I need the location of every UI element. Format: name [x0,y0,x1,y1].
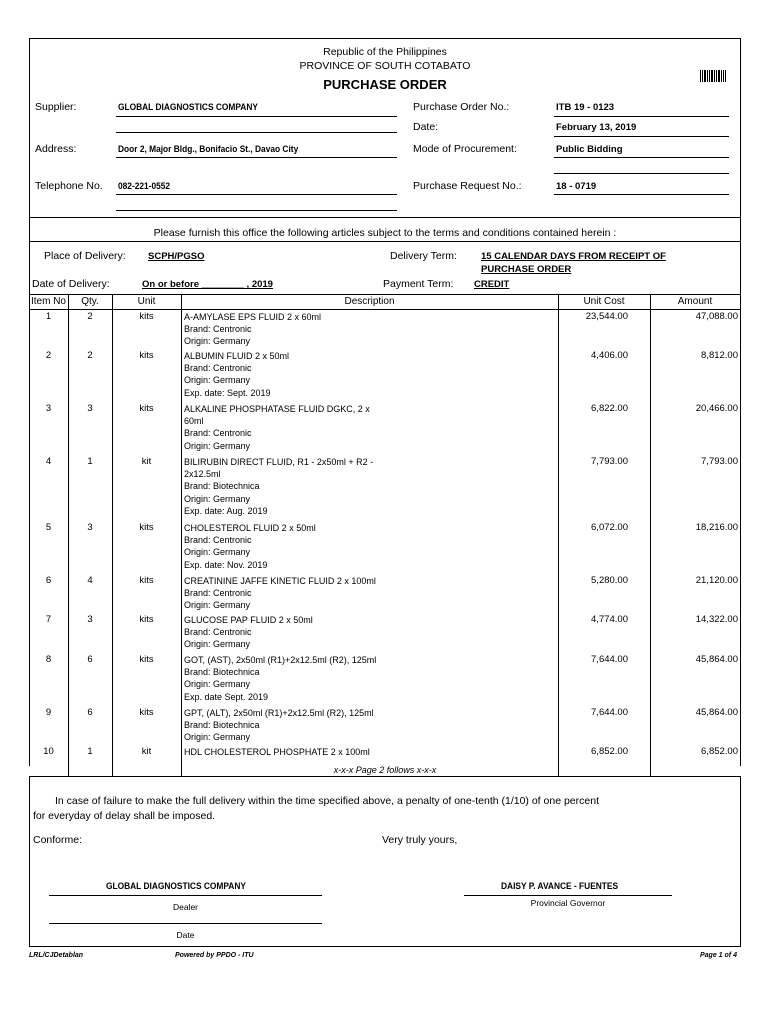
description-line: Origin: Germany [184,375,251,386]
box-bottom [29,946,741,947]
description-line: Origin: Germany [184,493,251,504]
address-value: Door 2, Major Bldg., Bonifacio St., Davao City [118,144,299,155]
delivery-term-label: Delivery Term: [390,250,457,262]
description-line: Brand: Centronic [184,627,252,638]
penalty-line-1: In case of failure to make the full delivery within the time specified above, a penalty of one-tenth (1/10) of one percent [55,795,599,807]
description-line: GLUCOSE PAP FLUID 2 x 50ml [184,615,313,625]
description-line: Brand: Biotechnica [184,720,260,731]
unit-cost-cell: 23,544.00 [585,311,628,322]
description-line: ALKALINE PHOSPHATASE FLUID DGKC, 2 x [184,404,370,414]
republic-text: Republic of the Philippines [323,46,447,58]
unit-cell: kit [141,456,152,467]
supplier-label: Supplier: [35,101,77,113]
description-line: Exp. date: Nov. 2019 [184,559,268,570]
col-header-unit-cost: Unit Cost [583,296,625,307]
qty-cell: 6 [87,707,93,718]
description-line: CHOLESTEROL FLUID 2 x 50ml [184,523,316,533]
box-top [29,776,741,777]
amount-cell: 18,216.00 [695,522,738,533]
qty-cell: 1 [87,456,93,467]
amount-cell: 45,864.00 [695,707,738,718]
box-left [29,776,30,946]
place-value: SCPH/PGSO [148,251,205,262]
address-underline [116,157,397,158]
unit-cost-cell: 5,280.00 [591,575,628,586]
unit-cell: kit [141,746,152,757]
amount-cell: 20,466.00 [695,403,738,414]
unit-cost-cell: 6,852.00 [591,746,628,757]
governor-signature-line [464,895,672,896]
date-signature-line [49,923,322,924]
unit-cell: kits [139,311,154,322]
description-line: HDL CHOLESTEROL PHOSPHATE 2 x 100ml [184,747,370,757]
qty-cell: 6 [87,654,93,665]
description-line: A-AMYLASE EPS FLUID 2 x 60ml [184,312,322,322]
pr-underline [554,194,729,195]
unit-cost-cell: 7,644.00 [591,654,628,665]
item-no-cell: 5 [45,522,52,533]
description-line: Exp. date Sept. 2019 [184,691,269,702]
penalty-line-2: for everyday of delay shall be imposed. [33,810,216,822]
item-no-cell: 8 [45,654,52,665]
unit-cost-cell: 4,406.00 [591,350,628,361]
col-header-amount: Amount [677,296,713,307]
item-no-cell: 3 [45,403,52,414]
mode-label: Mode of Procurement: [413,143,517,155]
date-label: Date: [413,121,439,133]
item-no-cell: 2 [45,350,52,361]
qty-cell: 3 [87,522,93,533]
description-line: Origin: Germany [184,679,251,690]
unit-cell: kits [139,614,154,625]
description-cell [184,456,399,517]
description-line: Origin: Germany [184,639,251,650]
date-field-label: Date [176,930,195,940]
instruction-text: Please furnish this office the following articles subject to the terms and conditions contained herein : [153,227,617,239]
payment-term-label: Payment Term: [383,278,454,290]
amount-cell: 8,812.00 [701,350,738,361]
unit-cell: kits [139,654,154,665]
unit-cell: kits [139,575,154,586]
col-divider-4 [558,294,559,776]
qty-cell: 3 [87,403,93,414]
phone-underline-2 [116,210,397,211]
date-value: February 13, 2019 [556,122,637,133]
supplier-underline [116,116,397,117]
description-line: Brand: Centronic [184,535,252,546]
phone-underline [116,194,397,195]
frame-top [29,38,741,39]
qty-cell: 4 [87,575,93,586]
item-no-cell: 4 [45,456,52,467]
governor-name: DAISY P. AVANCE - FUENTES [501,881,619,892]
item-no-cell: 9 [45,707,52,718]
unit-cost-cell: 7,644.00 [591,707,628,718]
description-cell [184,403,399,452]
unit-cost-cell: 6,822.00 [591,403,628,414]
description-line: GPT, (ALT), 2x50ml (R1)+2x12.5ml (R2), 125ml [184,708,374,718]
section-divider [29,217,741,218]
description-line: ALBUMIN FLUID 2 x 50ml [184,351,290,361]
description-cell [184,654,399,703]
description-cell [184,311,399,348]
delivery-term-line2: PURCHASE ORDER [481,264,572,275]
col-header-description: Description [344,296,395,307]
po-underline [554,116,729,117]
footer-center: Powered by PPDO - ITU [175,952,254,959]
phone-label: Telephone No. [35,180,103,192]
dealer-name: GLOBAL DIAGNOSTICS COMPANY [105,881,246,892]
description-line: Exp. date: Sept. 2019 [184,387,271,398]
amount-cell: 14,322.00 [695,614,738,625]
continuation-note: x-x-x Page 2 follows x-x-x [333,765,437,775]
description-line: Brand: Centronic [184,428,252,439]
description-line: GOT, (AST), 2x50ml (R1)+2x12.5ml (R2), 125ml [184,655,377,665]
po-value: ITB 19 - 0123 [556,102,615,113]
description-line: Brand: Centronic [184,324,252,335]
amount-cell: 6,852.00 [701,746,738,757]
qty-cell: 2 [87,350,93,361]
amount-cell: 21,120.00 [695,575,738,586]
description-cell [184,522,399,571]
description-line: BILIRUBIN DIRECT FLUID, R1 - 2x50ml + R2 - [184,457,374,467]
box-right [740,776,741,946]
description-line: Brand: Centronic [184,363,252,374]
place-label: Place of Delivery: [44,250,126,262]
po-label: Purchase Order No.: [413,101,510,113]
item-no-cell: 10 [43,746,54,757]
description-line: 60ml [184,416,204,427]
description-line: 2x12.5ml [184,469,221,480]
mode-underline [554,157,729,158]
col-divider-5 [650,294,651,776]
province-text: PROVINCE OF SOUTH COTABATO [299,60,471,72]
item-no-cell: 7 [45,614,52,625]
dealer-signature-line [49,895,322,896]
frame-right [740,38,741,766]
description-cell [184,746,399,758]
table-top-line [29,294,741,295]
description-cell [184,614,399,651]
delivery-date-label: Date of Delivery: [32,278,110,290]
address-label: Address: [35,143,77,155]
qty-cell: 1 [87,746,93,757]
supplier-value: GLOBAL DIAGNOSTICS COMPANY [118,102,258,113]
amount-cell: 45,864.00 [695,654,738,665]
col-header-unit: Unit [137,296,156,307]
unit-cost-cell: 4,774.00 [591,614,628,625]
col-header-qty: Qty. [81,296,99,307]
footer-left: LRL/CJDetablan [29,952,84,959]
pr-label: Purchase Request No.: [413,180,522,192]
date-underline [554,136,729,137]
col-divider-1 [68,294,69,776]
governor-title: Provincial Governor [530,898,606,908]
description-line: Origin: Germany [184,547,251,558]
instruction-divider [29,241,741,242]
description-line: Origin: Germany [184,440,251,451]
delivery-date-value: On or before ________ , 2019 [142,279,273,290]
barcode-icon [700,70,726,82]
unit-cell: kits [139,403,154,414]
unit-cost-cell: 7,793.00 [591,456,628,467]
pr-value: 18 - 0719 [556,181,597,192]
phone-value: 082-221-0552 [118,181,171,192]
col-divider-2 [112,294,113,776]
qty-cell: 2 [87,311,93,322]
conforme-label: Conforme: [33,834,83,846]
item-no-cell: 6 [45,575,52,586]
amount-cell: 7,793.00 [701,456,738,467]
amount-cell: 47,088.00 [695,311,738,322]
supplier-underline-2 [116,132,397,133]
delivery-term-line1: 15 CALENDAR DAYS FROM RECEIPT OF [481,251,666,262]
payment-term-value: CREDIT [474,279,510,290]
unit-cost-cell: 6,072.00 [591,522,628,533]
page-title: PURCHASE ORDER [323,77,447,92]
description-line: Origin: Germany [184,600,251,611]
unit-cell: kits [139,707,154,718]
description-cell [184,350,399,399]
closing-text: Very truly yours, [382,834,458,846]
description-cell [184,575,399,612]
unit-cell: kits [139,350,154,361]
description-line: Brand: Biotechnica [184,667,260,678]
col-header-item: Item No [30,296,66,307]
footer-right: Page 1 of 4 [700,952,737,959]
description-line: Brand: Biotechnica [184,481,260,492]
mode-underline-2 [554,173,729,174]
description-line: Origin: Germany [184,336,251,347]
description-line: Exp. date: Aug. 2019 [184,505,268,516]
qty-cell: 3 [87,614,93,625]
description-line: Origin: Germany [184,732,251,743]
description-line: CREATININE JAFFE KINETIC FLUID 2 x 100ml [184,576,376,586]
table-header-line [29,309,741,310]
unit-cell: kits [139,522,154,533]
description-line: Brand: Centronic [184,588,252,599]
mode-value: Public Bidding [556,144,623,155]
col-divider-3 [181,294,182,776]
dealer-label: Dealer [172,902,199,912]
item-no-cell: 1 [45,311,52,322]
description-cell [184,707,399,744]
